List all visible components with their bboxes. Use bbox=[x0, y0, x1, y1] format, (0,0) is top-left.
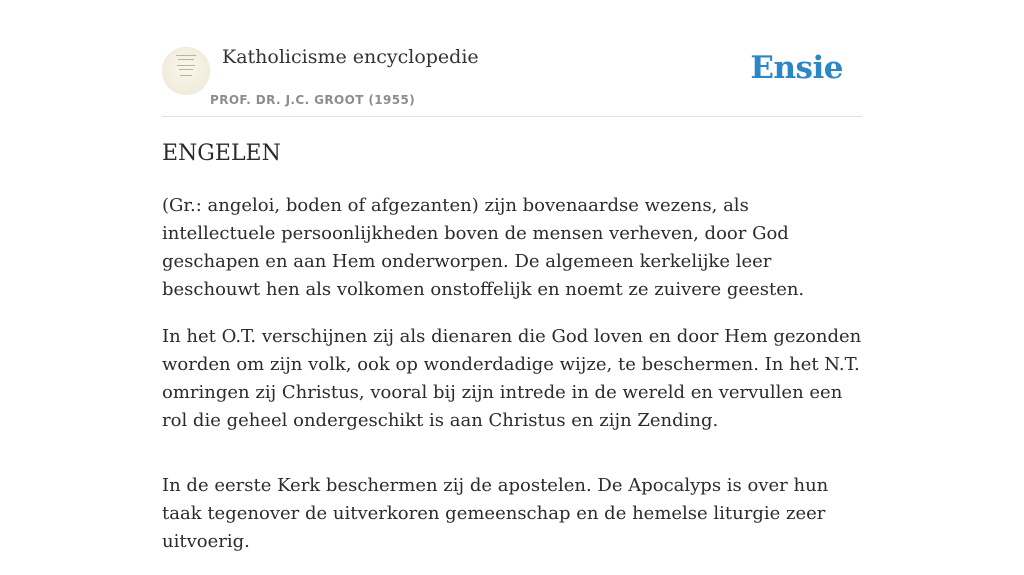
entry-body bbox=[162, 192, 862, 575]
book-cover-thumbnail[interactable] bbox=[162, 47, 210, 95]
entry-title: ENGELEN bbox=[162, 141, 281, 166]
entry-paragraph: In het O.T. verschijnen zij als dienaren die God loven en door Hem gezonden worden om zijn volk, ook op wonderdadige wijze, te beschermen. In het N.T. omringen zij Christus, vooral bij zijn intrede in de wereld en vervullen een rol die geheel ondergeschikt is aan Christus en zijn Zending. bbox=[162, 326, 862, 431]
book-author: PROF. DR. J.C. GROOT (1955) bbox=[210, 93, 416, 107]
entry-paragraph: (Gr.: angeloi, boden of afgezanten) zijn bovenaardse wezens, als intellectuele persoonlijkheden boven de mensen verheven, door God geschapen en aan Hem onderworpen. De algemeen kerkelijke leer beschouwt hen als volkomen onstoffelijk en noemt ze zuivere geesten. bbox=[162, 195, 805, 300]
page bbox=[162, 0, 862, 552]
book-title-link[interactable]: Katholicisme encyclopedie bbox=[222, 46, 479, 68]
entry-paragraph: In de eerste Kerk beschermen zij de apostelen. De Apocalyps is over hun taak tegenover de uitverkoren gemeenschap en de hemelse liturgie zeer uitvoerig. bbox=[162, 475, 829, 552]
ensie-logo[interactable]: Ensie bbox=[750, 50, 843, 86]
header bbox=[162, 0, 862, 117]
